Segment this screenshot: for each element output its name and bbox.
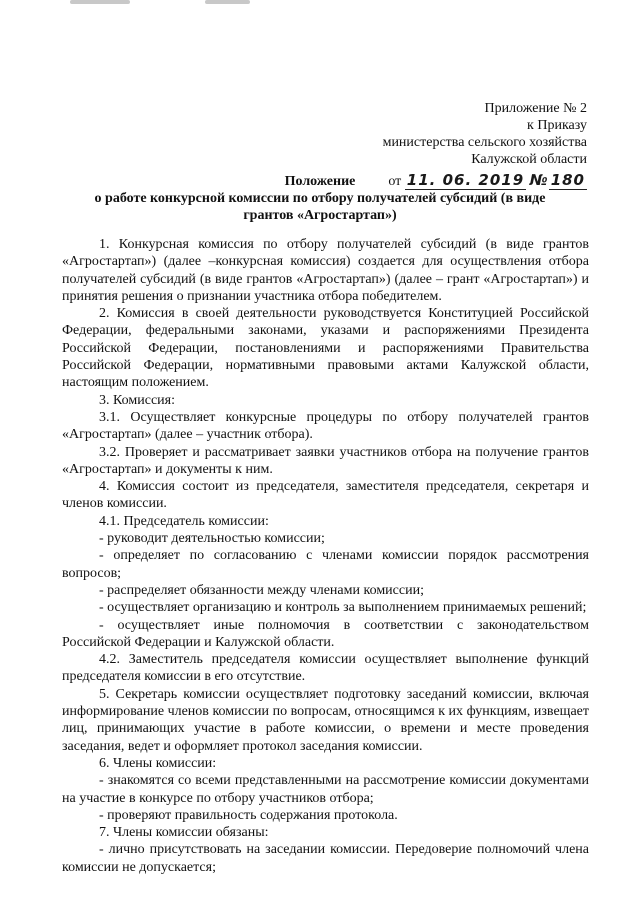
paragraph: - осуществляет иные полномочия в соответствии с законодательством Российской Федерации и Калужской области. — [62, 617, 589, 650]
paragraph: - проверяют правильность содержания протокола. — [99, 807, 398, 823]
order-number: 180 — [550, 171, 585, 189]
order-date: 11. 06. 2019 — [406, 171, 525, 189]
paragraph: 4.2. Заместитель председателя комиссии осуществляет выполнение функций председателя комиссии в его отсутствие. — [62, 652, 589, 685]
paragraph: 7. Члены комиссии обязаны: — [99, 825, 269, 841]
paragraph: 3.1. Осуществляет конкурсные процедуры по отбору получателей грантов «Агростартап» (далее – участник отбора). — [62, 409, 589, 443]
scan-artifact — [70, 0, 130, 4]
annex-line-4: Калужской области — [471, 152, 587, 167]
paragraph: - распределяет обязанности между членами комиссии; — [99, 582, 424, 598]
title-line-3: грантов «Агростартап») — [243, 208, 397, 223]
paragraph: 6. Члены комиссии: — [99, 755, 217, 771]
paragraph: 5. Секретарь комиссии осуществляет подготовку заседаний комиссии, включая информирование членов комиссии по вопросам, относящимся к их функциям, извещает лиц, принимающих участие в работе комиссии, о времени и месте проведения заседания, ведет и оформляет протокол заседания комиссии. — [62, 686, 589, 754]
paragraph: 3. Комиссия: — [99, 392, 175, 408]
paragraph: - определяет по согласованию с членами комиссии порядок рассмотрения вопросов; — [62, 548, 589, 581]
annex-line-1: Приложение № 2 — [484, 101, 587, 116]
scan-artifact — [205, 0, 250, 4]
document-body — [62, 236, 589, 876]
annex-line-2: к Приказу — [527, 118, 587, 133]
order-number-prefix: № — [529, 171, 549, 189]
title-line-1: Положение — [284, 174, 356, 189]
document-title — [60, 173, 580, 224]
annex-ot: от — [388, 174, 402, 189]
paragraph: 2. Комиссия в своей деятельности руководствуется Конституцией Российской Федерации, федеральными законами, указами и распоряжениями Президента Российской Федерации, постановлениями и распоряжениями Правительства Российской Федерации, нормативными правовыми актами Калужской области, настоящим положением. — [62, 306, 589, 391]
paragraph: - руководит деятельностью комиссии; — [99, 531, 325, 547]
paragraph: 4.1. Председатель комиссии: — [99, 513, 269, 529]
annex-line-3: министерства сельского хозяйства — [382, 135, 587, 150]
paragraph: 4. Комиссия состоит из председателя, заместителя председателя, секретаря и членов комиссии. — [62, 479, 589, 512]
title-line-2: о работе конкурсной комиссии по отбору получателей субсидий (в виде — [94, 191, 546, 206]
paragraph: - знакомятся со всеми представленными на рассмотрение комиссии документами на участие в конкурсе по отбору участников отбора; — [62, 773, 589, 806]
paragraph: - лично присутствовать на заседании комиссии. Передоверие полномочий члена комиссии не допускается; — [62, 842, 589, 875]
paragraph: - осуществляет организацию и контроль за выполнением принимаемых решений; — [99, 600, 587, 616]
paragraph: 3.2. Проверяет и рассматривает заявки участников отбора на получение грантов «Агростартап» и документы к ним. — [62, 444, 589, 477]
paragraph: 1. Конкурсная комиссия по отбору получателей субсидий (в виде грантов «Агростартап») (далее –конкурсная комиссия) создается для осуществления отбора получателей субсидий (в виде грантов «Агростартап») (далее – грант «Агростартап») и принятия решения о признании участника отбора победителем. — [62, 237, 589, 304]
